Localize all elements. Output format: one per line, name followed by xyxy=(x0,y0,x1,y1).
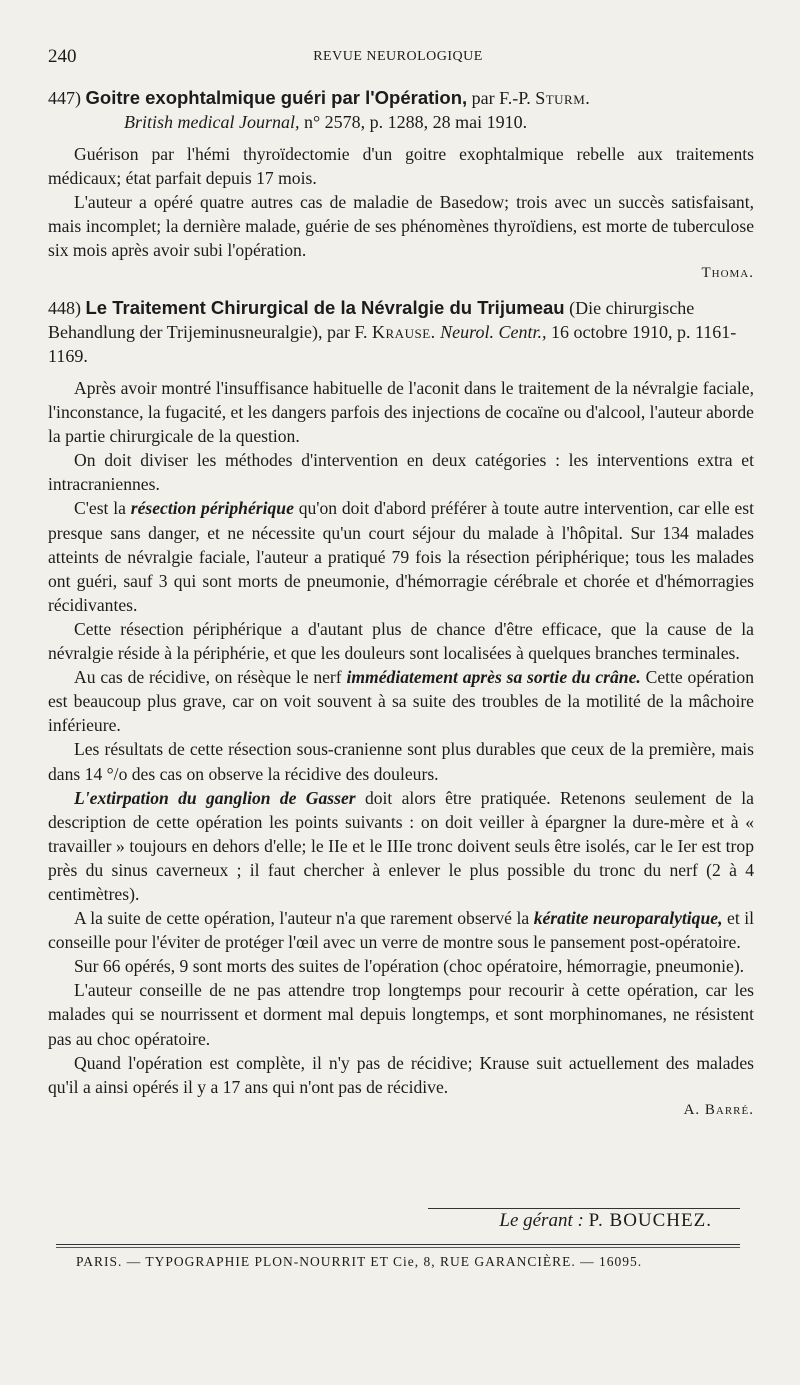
journal-name: Neurol. Centr., xyxy=(440,322,547,342)
paragraph: L'auteur conseille de ne pas attendre trop longtemps pour recourir à cette opération, car les malades qui se nourrissent et dorment mal depuis longtemps, et sont morphinomanes, ne résistent pas au choc opératoire. xyxy=(48,980,754,1049)
citation: n° 2578, p. 1288, 28 mai 1910. xyxy=(303,112,528,132)
paragraph: On doit diviser les méthodes d'intervention en deux catégories : les interventions extra et intracraniennes. xyxy=(48,450,754,495)
divider xyxy=(56,1247,740,1248)
article-448 xyxy=(48,296,754,1121)
article-title: 448) Le Traitement Chirurgical de la Névralgie du Trijumeau (Die chirurgische Behandlung der Trijeminusneuralgie), par F. Krause. Neurol. Centr., 16 octobre 1910, p. 1161-1169. xyxy=(48,297,737,366)
article-author: Sturm. xyxy=(535,88,591,108)
divider xyxy=(56,1244,740,1245)
paragraph: A la suite de cette opération, l'auteur n'a que rarement observé la kératite neuroparalytique, et il conseille pour l'éviter de protéger l'œil avec un verre de montre sous le pansement post-opératoire. xyxy=(48,908,755,953)
paragraph: Après avoir montré l'insuffisance habituelle de l'aconit dans le traitement de la névralgie faciale, l'inconstance, la fugacité, et les dangers parfois des injections de cocaïne ou d'alcool, l'auteur aborde la partie chirurgicale de la question. xyxy=(48,378,754,447)
gerant-signature: Le gérant : P. BOUCHEZ. xyxy=(499,1210,712,1231)
paragraph: C'est la résection périphérique qu'on doit d'abord préférer à toute autre intervention, car elle est presque sans danger, et ne nécessite qu'un court séjour du malade à l'hôpital. Sur 134 malades atteints de névralgie faciale, l'auteur a pratiqué 79 fois la résection périphérique; tous les malades ont guéri, sauf 3 qui sont morts de pneumonie, d'hémorragie cérébrale et chorée et d'hémorragies récidivantes. xyxy=(48,498,755,615)
paragraph: Guérison par l'hémi thyroïdectomie d'un goitre exophtalmique rebelle aux traitements médicaux; état parfait depuis 17 mois. xyxy=(48,144,754,189)
paragraph: Cette résection périphérique a d'autant plus de chance d'être efficace, que la cause de la névralgie réside à la périphérie, et que les douleurs sont localisées à quelques branches terminales. xyxy=(48,618,754,664)
article-headline: Le Traitement Chirurgical de la Névralgie du Trijumeau xyxy=(85,297,565,318)
page-header xyxy=(48,46,748,70)
article-title: 447) Goitre exophtalmique guéri par l'Opération, par F.-P. Sturm. British medical Journal, n° 2578, p. 1288, 28 mai 1910. xyxy=(48,87,591,132)
page-number: 240 xyxy=(48,46,77,67)
printer-imprint: PARIS. — TYPOGRAPHIE PLON-NOURRIT ET Cie, 8, RUE GARANCIÈRE. — 16095. xyxy=(76,1254,643,1269)
paragraph: L'extirpation du ganglion de Gasser doit alors être pratiquée. Retenons seulement de la description de cette opération les points suivants : on doit veiller à épargner la dure-mère et à « travailler » toujours en dehors d'elle; le IIe et le IIIe tronc doivent seuls être isolés, car le Ier est trop près du sinus caverneux ; il faut chercher à enlever le plus possible du tronc du nerf (2 à 4 centimètres). xyxy=(48,787,754,904)
paragraph: Sur 66 opérés, 9 sont morts des suites de l'opération (choc opératoire, hémorragie, pneumonie). xyxy=(74,956,745,977)
divider xyxy=(428,1208,740,1209)
signature: A. Barré. xyxy=(683,1101,754,1118)
journal-name: British medical Journal, xyxy=(124,112,300,132)
article-headline: Goitre exophtalmique guéri par l'Opération, xyxy=(85,87,468,108)
paragraph: Au cas de récidive, on résèque le nerf immédiatement après sa sortie du crâne. Cette opération est beaucoup plus grave, car on voit souvent à sa suite des troubles de la motilité de la mâchoire inférieure. xyxy=(48,667,754,736)
paragraph: Quand l'opération est complète, il n'y pas de récidive; Krause suit actuellement des malades qu'il a ainsi opérés il y a 17 ans qui n'ont pas de récidive. xyxy=(48,1052,754,1097)
signature: Thoma. xyxy=(701,265,754,282)
paragraph: Les résultats de cette résection sous-cranienne sont plus durables que ceux de la première, mais dans 14 °/o des cas on observe la récidive des douleurs. xyxy=(48,739,754,784)
running-title: REVUE NEUROLOGIQUE xyxy=(313,49,483,64)
paragraph: L'auteur a opéré quatre autres cas de maladie de Basedow; trois avec un succès satisfaisant, mais incomplet; la dernière malade, guérie de ses phénomènes thyroïdiens, est morte de tuberculose six mois après avoir subi l'opération. xyxy=(48,192,754,261)
article-author: Krause. xyxy=(372,322,436,342)
citation: 16 octobre 1910, p. 1161-1169. xyxy=(48,322,737,366)
article-447 xyxy=(48,86,754,284)
